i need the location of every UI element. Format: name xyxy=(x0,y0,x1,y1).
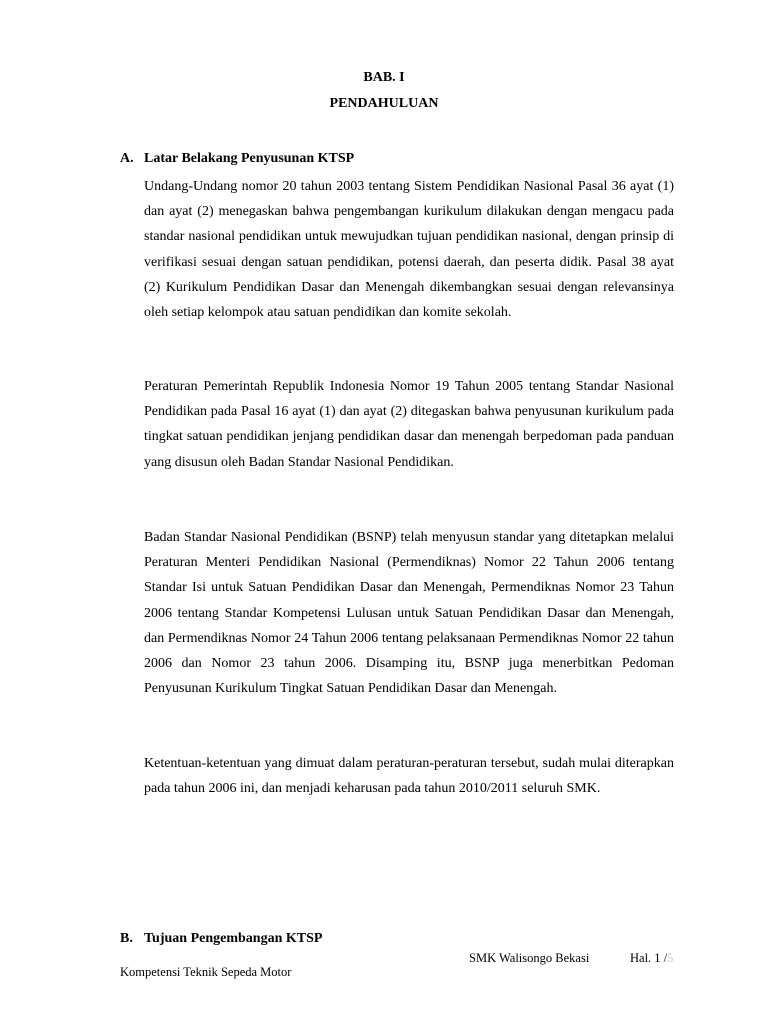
paragraph: Peraturan Pemerintah Republik Indonesia Nomor 19 Tahun 2005 tentang Standar Nasional Pendidikan pada Pasal 16 ayat (1) dan ayat (2) ditegaskan bahwa penyusunan kurikulum pada tingkat satuan pendidikan jenjang pendidikan dasar dan menengah berpedoman pada panduan yang disusun oleh Badan Standar Nasional Pendidikan. xyxy=(144,379,674,470)
section-b-heading xyxy=(120,931,322,947)
footer-page-label: Hal. 1 / xyxy=(630,951,668,965)
chapter-title: PENDAHULUAN xyxy=(329,96,439,111)
footer-page-number xyxy=(630,951,673,966)
footer-school-name: SMK Walisongo Bekasi xyxy=(469,951,590,965)
section-a-heading xyxy=(120,151,354,167)
paragraph: Badan Standar Nasional Pendidikan (BSNP) telah menyusun standar yang ditetapkan melalui Peraturan Menteri Pendidikan Nasional (Permendiknas) Nomor 22 Tahun 2006 tentang Standar Isi untuk Satuan Pendidikan Dasar dan Menengah, Permendiknas Nomor 23 Tahun 2006 tentang Standar Kompetensi Lulusan untuk Satuan Pendidikan Dasar dan Menengah, dan Permendiknas Nomor 24 Tahun 2006 tentang pelaksanaan Permendiknas Nomor 22 tahun 2006 dan Nomor 23 tahun 2006. Disamping itu, BSNP juga menerbitkan Pedoman Penyusunan Kurikulum Tingkat Satuan Pendidikan Dasar dan Menengah. xyxy=(144,530,674,697)
section-a-number: A. xyxy=(120,151,134,166)
paragraph: Undang-Undang nomor 20 tahun 2003 tentang Sistem Pendidikan Nasional Pasal 36 ayat (1) dan ayat (2) menegaskan bahwa pengembangan kurikulum dilakukan dengan mengacu pada standar nasional pendidikan untuk mewujudkan tujuan pendidikan nasional, dengan prinsip di verifikasi sesuai dengan satuan pendidikan, potensi daerah, dan peserta didik. Pasal 38 ayat (2) Kurikulum Pendidikan Dasar dan Menengah dikembangkan sesuai dengan relevansinya oleh setiap kelompok atau satuan pendidikan dan komite sekolah. xyxy=(144,179,674,321)
footer-course-name: Kompetensi Teknik Sepeda Motor xyxy=(120,965,292,979)
section-a-title: Latar Belakang Penyusunan KTSP xyxy=(144,151,355,166)
paragraph: Ketentuan-ketentuan yang dimuat dalam peraturan-peraturan tersebut, sudah mulai diterapkan pada tahun 2006 ini, dan menjadi keharusan pada tahun 2010/2011 seluruh SMK. xyxy=(144,756,674,797)
chapter-number: BAB. I xyxy=(363,70,405,85)
section-b-number: B. xyxy=(120,931,133,946)
section-b-title: Tujuan Pengembangan KTSP xyxy=(144,931,323,946)
footer-page-total: 5 xyxy=(667,951,674,965)
